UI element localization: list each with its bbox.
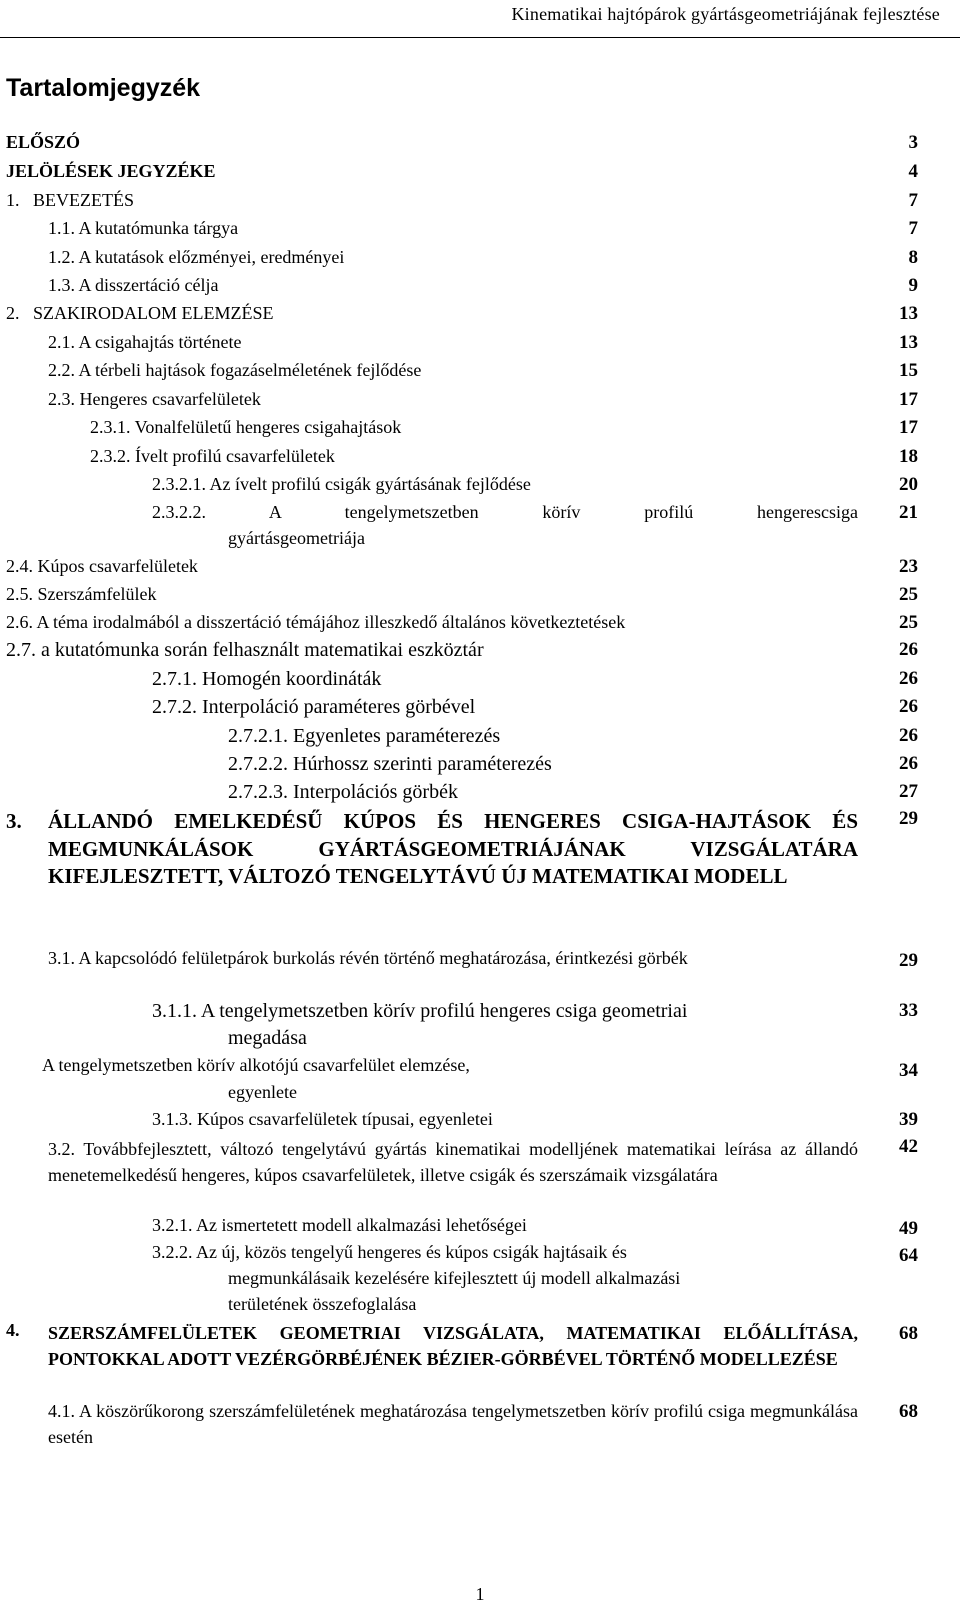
toc-entry-page: 42 [899, 1136, 918, 1157]
toc-entry-page: 4 [908, 161, 918, 182]
toc-entry-page: 23 [899, 556, 918, 577]
toc-entry-text: 2.7.2.2. Húrhossz szerinti paraméterezés [228, 753, 552, 775]
toc-entry-page: 34 [899, 1060, 918, 1081]
toc-entry-page: 21 [899, 502, 918, 523]
toc-entry-page: 18 [899, 446, 918, 467]
toc-entry-page: 39 [899, 1109, 918, 1130]
toc-entry-page: 26 [899, 753, 918, 774]
toc-entry-text: 3.2. Továbbfejlesztett, változó tengelytávú gyártás kinematikai modelljének matematikai leírása az állandó menetemelkedésű hengeres, kúpos csavarfelületek, illetve csigák és szerszámaik vizsgálatára [48, 1139, 858, 1185]
toc-entry-text: 2.7.2.3. Interpolációs görbék [228, 781, 458, 803]
toc-entry-text: SZERSZÁMFELÜLETEK GEOMETRIAI VIZSGÁLATA, MATEMATIKAI ELŐÁLLÍTÁSA, PONTOKKAL ADOTT VEZÉRGÖRBÉJÉNEK BÉZIER-GÖRBÉVEL TÖRTÉNŐ MODELLEZÉSE [48, 1323, 858, 1369]
toc-entry-text: 3.2.2. Az új, közös tengelyű hengeres és kúpos csigák hajtásaik és [152, 1242, 627, 1262]
toc-entry-page: 29 [899, 808, 918, 829]
toc-entry-text: 3.1.3. Kúpos csavarfelületek típusai, egyenletei [152, 1109, 493, 1129]
toc-entry-text: 2.6. A téma irodalmából a disszertáció témájához illeszkedő általános következtetések [6, 612, 626, 632]
toc-entry-page: 15 [899, 360, 918, 381]
toc-entry-page: 7 [908, 218, 918, 239]
toc-entry-number: 4. [6, 1320, 20, 1340]
toc-entry-text: ELŐSZÓ [6, 132, 81, 152]
toc-entry-text: 1.3. A disszertáció célja [48, 275, 219, 295]
toc-entry-text: 1.1. A kutatómunka tárgya [48, 218, 239, 238]
toc-entry-page: 49 [899, 1218, 918, 1239]
toc-entry-text-cont: egyenlete [228, 1082, 297, 1102]
toc-entry-text: 2.3.1. Vonalfelületű hengeres csigahajtások [90, 417, 402, 437]
toc-entry-text: 2.3. Hengeres csavarfelületek [48, 389, 261, 409]
toc-entry-page: 25 [899, 612, 918, 633]
toc-entry-page: 68 [899, 1401, 918, 1422]
toc-entry-number: 3. [6, 809, 22, 833]
toc-entry-text: 2.7. a kutatómunka során felhasznált matematikai eszköztár [6, 639, 484, 661]
toc-entry-text-cont: gyártásgeometriája [228, 528, 365, 548]
toc-entry-text-cont: területének összefoglalása [228, 1294, 417, 1314]
toc-entry-text: 2.3.2. Ívelt profilú csavarfelületek [90, 446, 335, 466]
toc-entry-text: 4.1. A köszörűkorong szerszámfelületének meghatározása tengelymetszetben körív profilú csiga megmunkálása esetén [48, 1401, 858, 1447]
toc-entry-text: 2.7.2. Interpoláció paraméteres görbével [152, 696, 476, 718]
toc-entry-text: 1.2. A kutatások előzményei, eredményei [48, 247, 345, 267]
toc-entry-text: 2.1. A csigahajtás története [48, 332, 242, 352]
toc-entry-page: 3 [908, 132, 918, 153]
toc-entry-page: 26 [899, 668, 918, 689]
toc-entry-text: 3.2.1. Az ismertetett modell alkalmazási lehetőségei [152, 1215, 527, 1235]
toc-entry-page: 33 [899, 1000, 918, 1021]
toc-entry-page: 20 [899, 474, 918, 495]
toc-entry-text: 3.1. A kapcsolódó felületpárok burkolás révén történő meghatározása, érintkezési görbék [48, 948, 688, 968]
toc-entry-page: 27 [899, 781, 918, 802]
toc-entry-text: 2.7.1. Homogén koordináták [152, 668, 382, 690]
toc-entry-page: 29 [899, 950, 918, 971]
toc-entry-page: 17 [899, 389, 918, 410]
toc-entry-text: 2.4. Kúpos csavarfelületek [6, 556, 198, 576]
toc-entry-page: 13 [899, 332, 918, 353]
toc-entry-page: 13 [899, 303, 918, 324]
toc-heading: Tartalomjegyzék [6, 74, 201, 102]
running-header: Kinematikai hajtópárok gyártásgeometriájának fejlesztése [511, 4, 940, 24]
toc-entry-text: ÁLLANDÓ EMELKEDÉSŰ KÚPOS ÉS HENGERES CSIGA-HAJTÁSOK ÉS MEGMUNKÁLÁSOK GYÁRTÁSGEOMETRIÁJÁNAK VIZSGÁLATÁRA KIFEJLESZTETT, VÁLTOZÓ TENGELYTÁVÚ ÚJ MATEMATIKAI MODELL [48, 809, 858, 888]
toc-entry-page: 26 [899, 725, 918, 746]
toc-entry-text: 2.3.2.1. Az ívelt profilú csigák gyártásának fejlődése [152, 474, 531, 494]
toc-entry-text: 3.1.1. A tengelymetszetben körív profilú hengeres csiga geometriai [152, 1000, 688, 1022]
toc-entry-page: 26 [899, 696, 918, 717]
toc-entry-page: 9 [908, 275, 918, 296]
toc-entry-page: 17 [899, 417, 918, 438]
toc-entry-text: 2.7.2.1. Egyenletes paraméterezés [228, 725, 501, 747]
toc-entry-page: 64 [899, 1245, 918, 1266]
toc-entry-page: 25 [899, 584, 918, 605]
toc-entry-text: 2.5. Szerszámfelülek [6, 584, 157, 604]
toc-entry-text: 2.2. A térbeli hajtások fogazáselméletének fejlődése [48, 360, 422, 380]
toc-entry-text: 1. BEVEZETÉS [6, 190, 134, 210]
toc-entry-text: A tengelymetszetben körív alkotójú csavarfelület elemzése, [42, 1055, 470, 1075]
toc-entry-text: 2.3.2.2. A tengelymetszetben körív profilú hengerescsiga [152, 502, 858, 522]
toc-entry-page: 68 [899, 1323, 918, 1344]
toc-entry-page: 7 [908, 190, 918, 211]
toc-entry-text: JELÖLÉSEK JEGYZÉKE [6, 161, 216, 181]
toc-entry-page: 8 [908, 247, 918, 268]
page-number: 1 [475, 1584, 485, 1604]
toc-entry-page: 26 [899, 639, 918, 660]
toc-entry-text: 2. SZAKIRODALOM ELEMZÉSE [6, 303, 274, 323]
toc-entry-text-cont: megmunkálásaik kezelésére kifejlesztett új modell alkalmazási [228, 1268, 681, 1288]
toc-entry-text-cont: megadása [228, 1027, 307, 1049]
